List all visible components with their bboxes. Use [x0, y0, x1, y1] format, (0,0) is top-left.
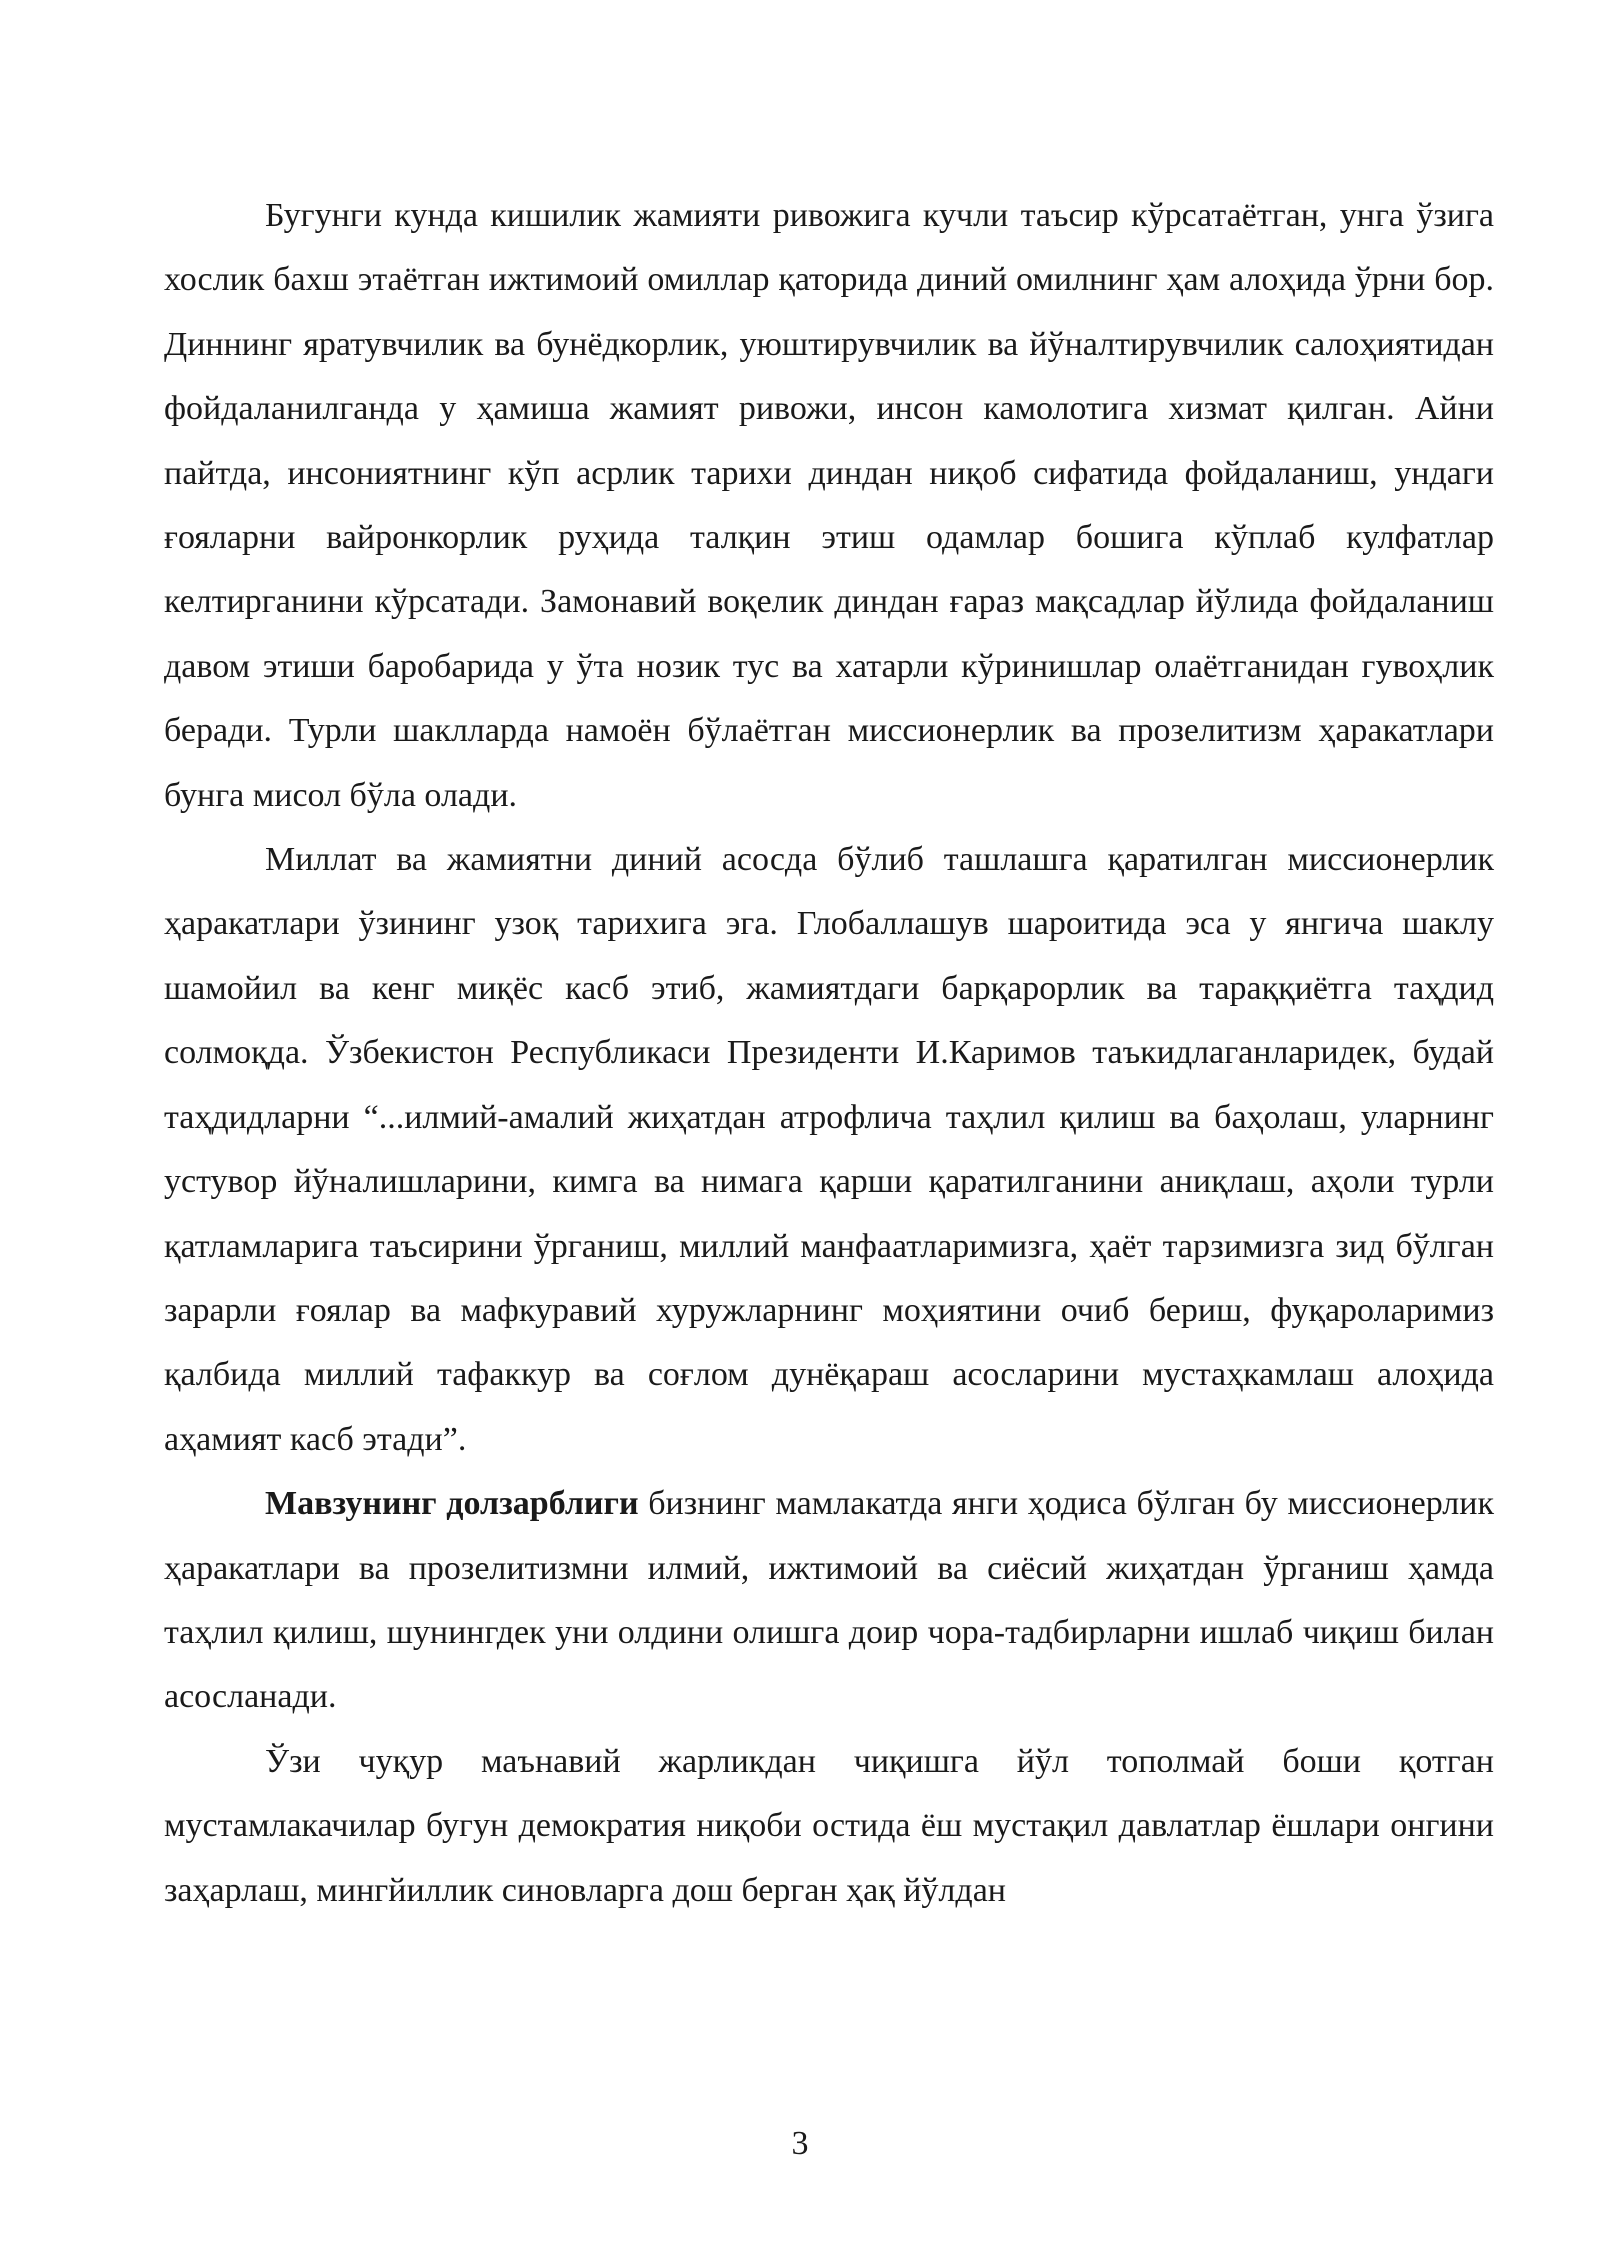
page-number: 3 — [791, 2125, 809, 2162]
paragraph-relevance — [164, 1472, 1494, 1730]
paragraph-relevance-text: бизнинг мамлакатда янги ҳодиса бўлган бу миссионерлик ҳаракатлари ва прозелитизмни илмий, ижтимоий ва сиёсий жиҳатдан ўрганиш ҳамда таҳлил қилиш, шунингдек уни олдини олишга доир чора-тадбирларни ишлаб чиқиш билан асосланади. — [164, 1485, 1494, 1716]
paragraph-missionary-history — [164, 828, 1494, 1472]
body-text — [164, 184, 1494, 1923]
paragraph-colonialists — [164, 1730, 1494, 1923]
relevance-heading: Мавзунинг долзарблиги — [265, 1485, 639, 1523]
paragraph-colonialists-text: Ўзи чуқур маънавий жарликдан чиқишга йўл тополмай боши қотган мустамлакачилар бугун демократия ниқоби остида ёш мустақил давлатлар ёшлари онгини заҳарлаш, мингйиллик синовларга дош берган ҳақ йўлдан — [164, 1742, 1494, 1909]
paragraph-intro — [164, 184, 1494, 828]
paragraph-intro-text: Бугунги кунда кишилик жамияти ривожига кучли таъсир кўрсатаётган, унга ўзига хослик бахш этаётган ижтимоий омиллар қаторида диний омилнинг ҳам алоҳида ўрни бор. Диннинг яратувчилик ва бунёдкорлик, уюштирувчилик ва йўналтирувчилик салоҳиятидан фойдаланилганда у ҳамиша жамият ривожи, инсон камолотига хизмат қилган. Айни пайтда, инсониятнинг кўп асрлик тарихи диндан ниқоб сифатида фойдаланиш, ундаги ғояларни вайронкорлик руҳида талқин этиш одамлар бошига кўплаб кулфатлар келтирганини кўрсатади. Замонавий воқелик диндан ғараз мақсадлар йўлида фойдаланиш давом этиши баробарида у ўта нозик тус ва хатарли кўринишлар олаётганидан гувоҳлик беради. Турли шаклларда намоён бўлаётган миссионерлик ва прозелитизм ҳаракатлари бунга мисол бўла олади. — [164, 197, 1494, 814]
paragraph-missionary-history-text: Миллат ва жамиятни диний асосда бўлиб ташлашга қаратилган миссионерлик ҳаракатлари ўзининг узоқ тарихига эга. Глобаллашув шароитида эса у янгича шаклу шамойил ва кенг миқёс касб этиб, жамиятдаги барқарорлик ва тараққиётга таҳдид солмоқда. Ўзбекистон Республикаси Президенти И.Каримов таъкидлаганларидек, будай таҳдидларни “...илмий-амалий жиҳатдан атрофлича таҳлил қилиш ва баҳолаш, уларнинг устувор йўналишларини, кимга ва нимага қарши қаратилганини аниқлаш, аҳоли турли қатламларига таъсирини ўрганиш, миллий манфаатларимизга, ҳаёт тарзимизга зид бўлган зарарли ғоялар ва мафкуравий хуружларнинг моҳиятини очиб бериш, фуқароларимиз қалбида миллий тафаккур ва соғлом дунёқараш асосларини мустаҳкамлаш алоҳида аҳамият касб этади”. — [164, 841, 1494, 1458]
